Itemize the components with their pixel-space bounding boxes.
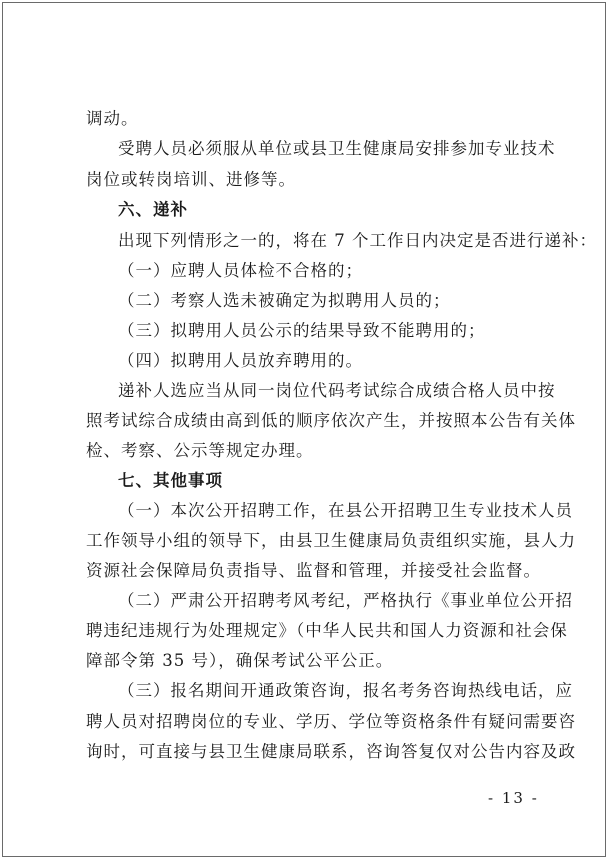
para-line-1: 调动。 (86, 109, 139, 128)
section-heading-7: 七、其他事项 (118, 471, 223, 490)
para-line-22: 询时，可直接与县卫生健康局联系，咨询答复仅对公告内容及政 (86, 742, 576, 761)
para-line-17: （二）严肃公开招聘考风考纪，严格执行《事业单位公开招 (118, 591, 573, 610)
para-line-8: （三）拟聘用人员公示的结果导致不能聘用的； (118, 321, 486, 340)
para-line-21: 聘人员对招聘岗位的专业、学历、学位等资格条件有疑问需要咨 (86, 712, 576, 731)
para-line-18: 聘违纪违规行为处理规定》（中华人民共和国人力资源和社会保 (86, 621, 568, 640)
para-line-20: （三）报名期间开通政策咨询，报名考务咨询热线电话，应 (118, 681, 573, 700)
para-line-19: 障部令第 35 号），确保考试公平公正。 (86, 651, 394, 670)
para-line-6: （一）应聘人员体检不合格的； (118, 261, 363, 280)
para-line-5: 出现下列情形之一的，将在 7 个工作日内决定是否进行递补： (118, 231, 597, 250)
para-line-9: （四）拟聘用人员放弃聘用的。 (118, 351, 363, 370)
para-line-2: 受聘人员必须服从单位或县卫生健康局安排参加专业技术 (118, 139, 556, 158)
para-line-7: （二）考察人选未被确定为拟聘用人员的； (118, 291, 451, 310)
para-line-14: （一）本次公开招聘工作，在县公开招聘卫生专业技术人员 (118, 501, 573, 520)
para-line-3: 岗位或转岗培训、进修等。 (86, 170, 296, 189)
para-line-12: 检、考察、公示等规定办理。 (86, 441, 314, 460)
para-line-15: 工作领导小组的领导下，由县卫生健康局负责组织实施，县人力 (86, 531, 576, 550)
para-line-10: 递补人选应当从同一岗位代码考试综合成绩合格人员中按 (118, 381, 556, 400)
page-number: - 13 - (488, 789, 539, 807)
para-line-11: 照考试综合成绩由高到低的顺序依次产生，并按照本公告有关体 (86, 411, 576, 430)
para-line-16: 资源社会保障局负责指导、监督和管理，并接受社会监督。 (86, 561, 541, 580)
section-heading-6: 六、递补 (118, 200, 188, 219)
